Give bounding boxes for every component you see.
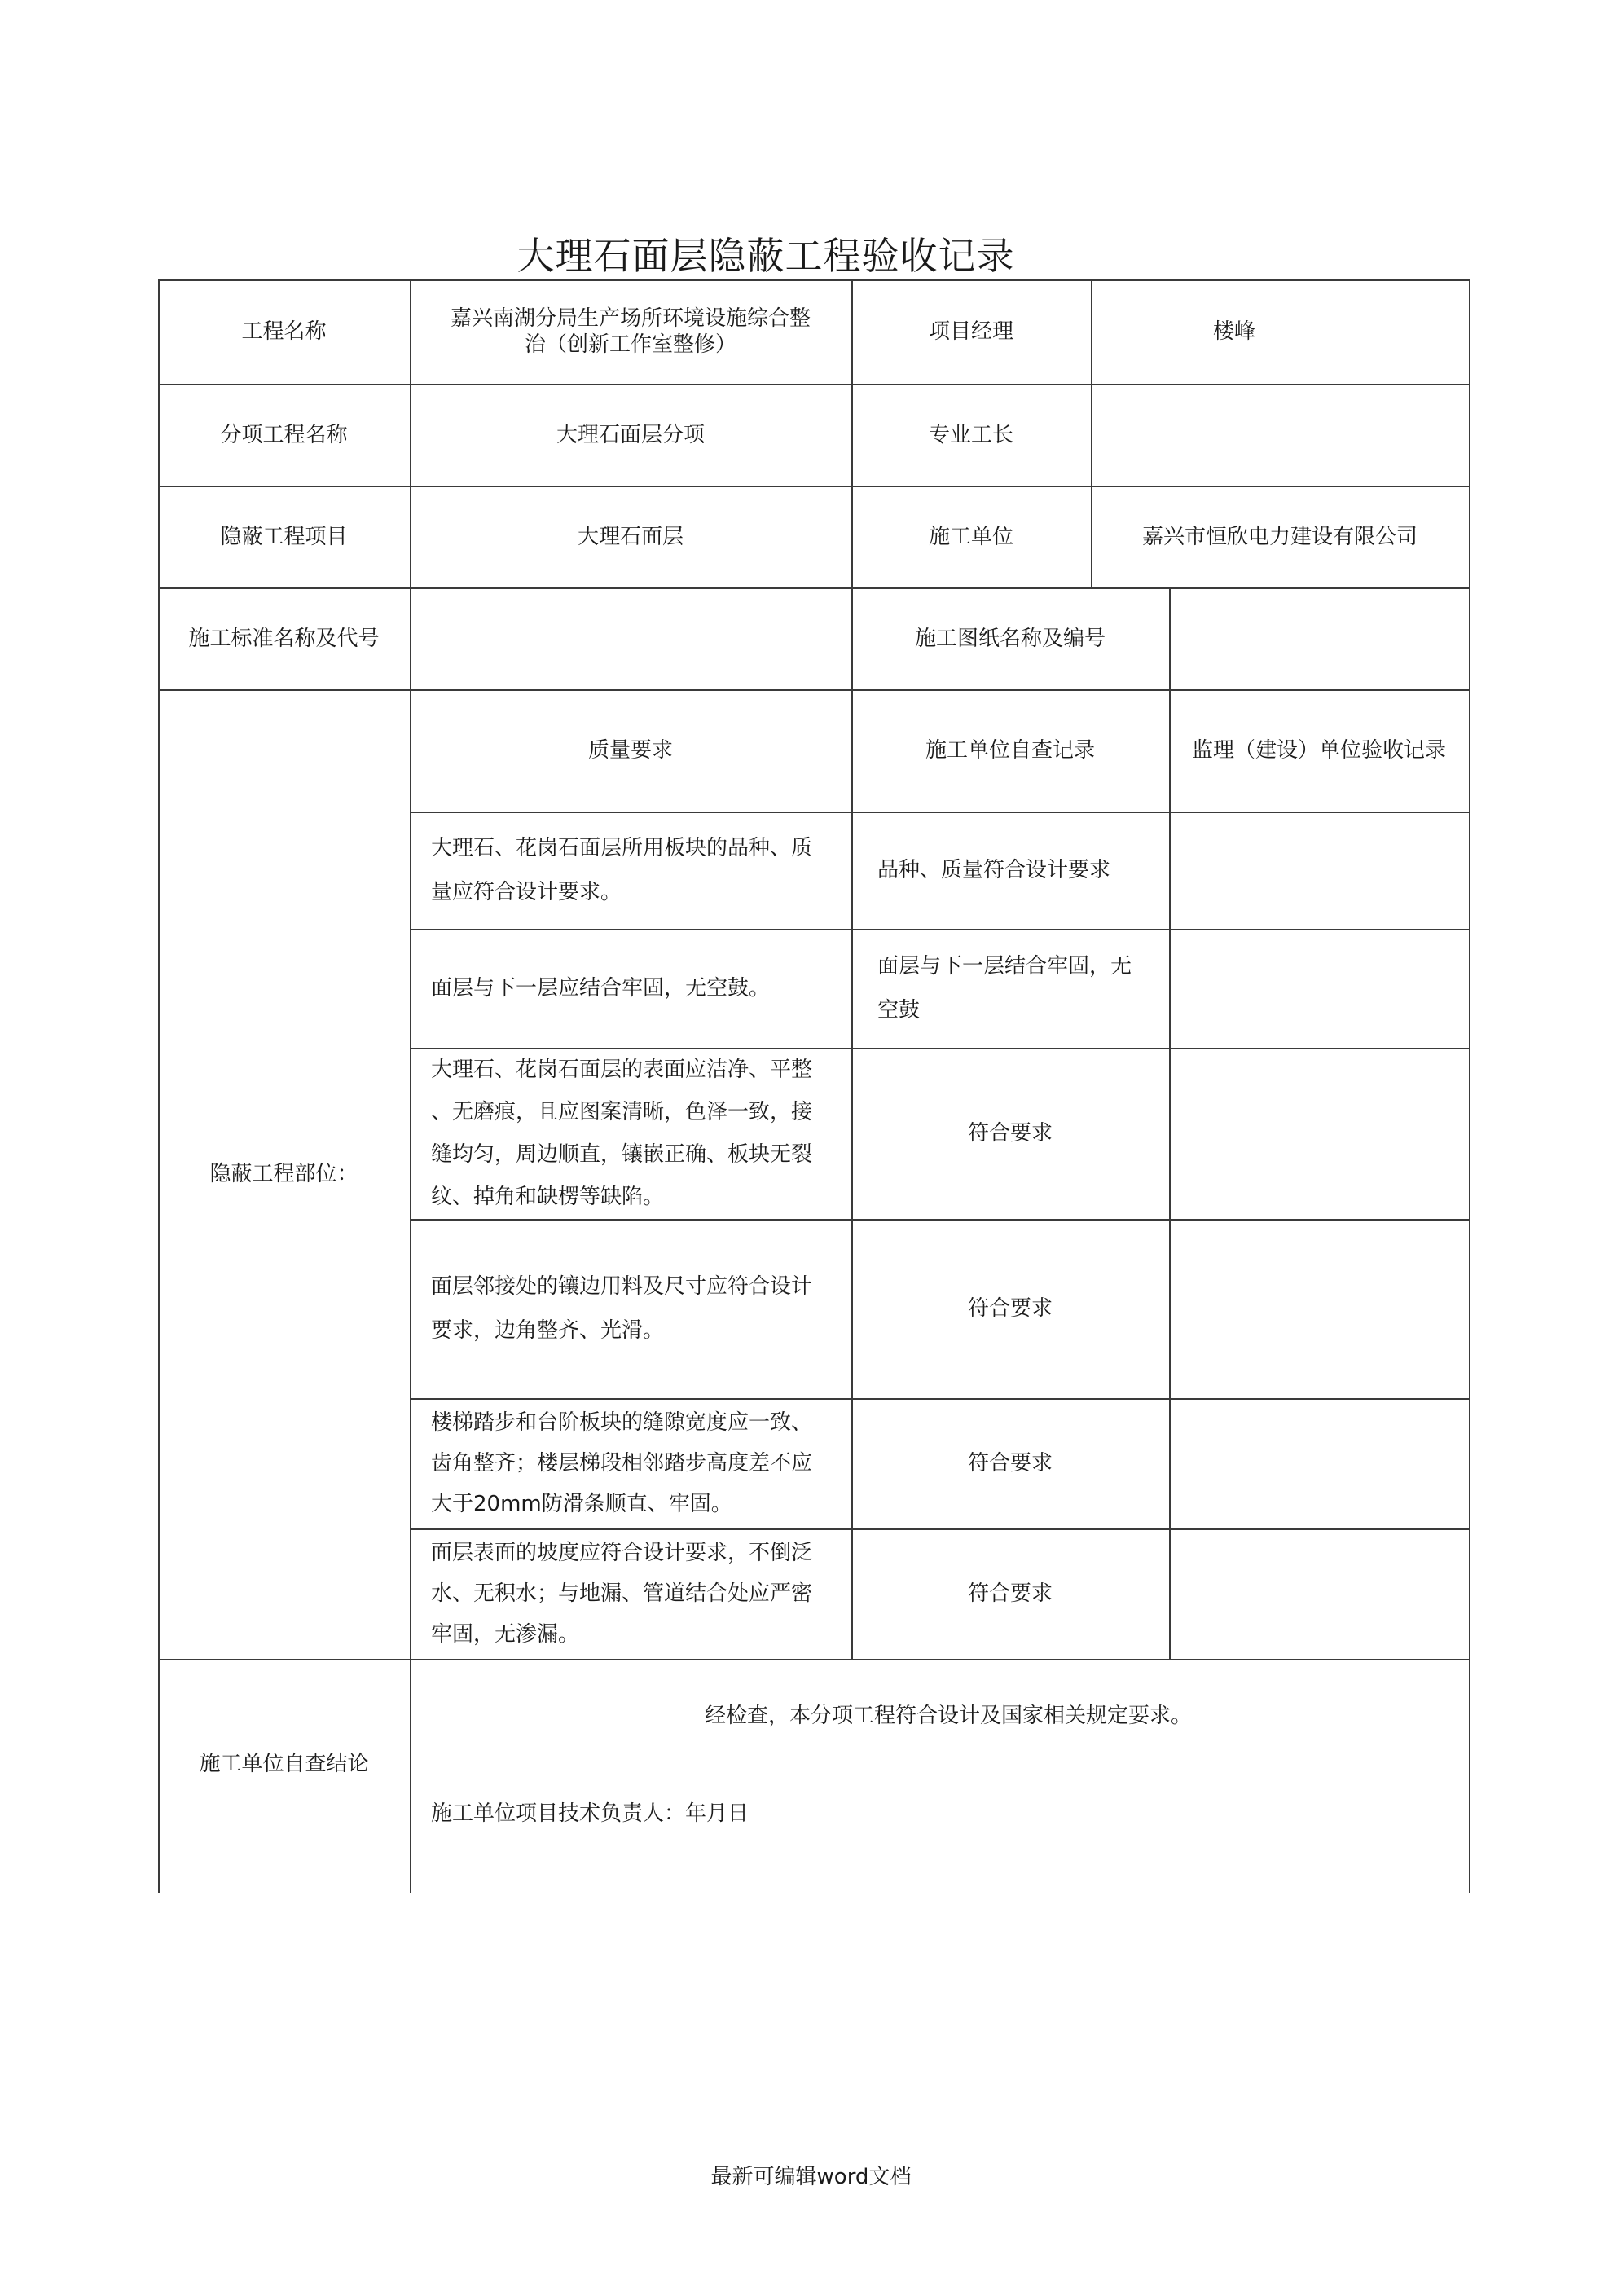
project-name-label: 工程名称 — [241, 319, 327, 344]
hidden-item-value: 大理石面层 — [577, 524, 684, 549]
supervision-cell — [1169, 812, 1469, 929]
conclusion-signature: 施工单位项目技术负责人：年月日 — [431, 1801, 749, 1826]
document-title: 大理石面层隐蔽工程验收记录 — [516, 234, 1015, 278]
supervision-cell — [1169, 1048, 1469, 1219]
foreman-value — [1091, 384, 1469, 486]
requirement-cell: 面层邻接处的镶边用料及尺寸应符合设计 要求，边角整齐、光滑。 — [431, 1274, 813, 1343]
self-check-cell: 品种、质量符合设计要求 — [877, 858, 1111, 882]
inspection-record-table — [158, 279, 1470, 1893]
standard-value — [410, 587, 851, 689]
requirement-cell: 面层表面的坡度应符合设计要求，不倒泛 水、无积水；与地漏、管道结合处应严密 牢固，无渗漏。 — [431, 1541, 813, 1647]
contractor-label: 施工单位 — [928, 524, 1013, 549]
header-self-check: 施工单位自查记录 — [925, 738, 1095, 763]
conclusion-statement: 经检查，本分项工程符合设计及国家相关规定要求。 — [704, 1704, 1192, 1728]
project-name-value: 嘉兴南湖分局生产场所环境设施综合整 治（创新工作室整修） — [450, 306, 811, 357]
supervision-cell — [1169, 1219, 1469, 1398]
self-check-cell: 符合要求 — [967, 1451, 1053, 1476]
foreman-label: 专业工长 — [928, 422, 1013, 447]
standard-label: 施工标准名称及代号 — [188, 626, 380, 651]
requirement-cell: 大理石、花岗石面层所用板块的品种、质 量应符合设计要求。 — [431, 836, 813, 904]
hidden-part-label: 隐蔽工程部位： — [209, 1162, 358, 1186]
self-check-cell: 符合要求 — [967, 1296, 1053, 1321]
contractor-value: 嘉兴市恒欣电力建设有限公司 — [1141, 524, 1418, 549]
page-footer: 最新可编辑word文档 — [710, 2165, 912, 2189]
conclusion-label: 施工单位自查结论 — [199, 1751, 369, 1776]
header-supervision: 监理（建设）单位验收记录 — [1191, 738, 1446, 763]
sub-project-value: 大理石面层分项 — [556, 422, 705, 447]
supervision-cell — [1169, 1398, 1469, 1528]
requirement-cell: 大理石、花岗石面层的表面应洁净、平整 、无磨痕，且应图案清晰，色泽一致，接 缝均匀，周边顺直，镶嵌正确、板块无裂 纹、掉角和缺楞等缺陷。 — [431, 1058, 813, 1209]
project-manager-label: 项目经理 — [928, 319, 1013, 344]
supervision-cell — [1169, 1528, 1469, 1659]
self-check-cell: 面层与下一层结合牢固，无 空鼓 — [877, 954, 1132, 1023]
self-check-cell: 符合要求 — [967, 1121, 1053, 1146]
requirement-cell: 楼梯踏步和台阶板块的缝隙宽度应一致、 齿角整齐；楼层梯段相邻踏步高度差不应 大于20mm防滑条顺直、牢固。 — [431, 1410, 813, 1516]
supervision-cell — [1169, 929, 1469, 1048]
header-quality: 质量要求 — [587, 738, 673, 763]
table-rule — [1469, 279, 1470, 1893]
drawing-value — [1169, 587, 1469, 689]
drawing-label: 施工图纸名称及编号 — [914, 626, 1106, 651]
sub-project-label: 分项工程名称 — [220, 422, 348, 447]
hidden-item-label: 隐蔽工程项目 — [220, 524, 348, 549]
project-manager-value: 楼峰 — [1212, 319, 1255, 344]
requirement-cell: 面层与下一层应结合牢固，无空鼓。 — [431, 976, 771, 1001]
self-check-cell: 符合要求 — [967, 1581, 1053, 1606]
